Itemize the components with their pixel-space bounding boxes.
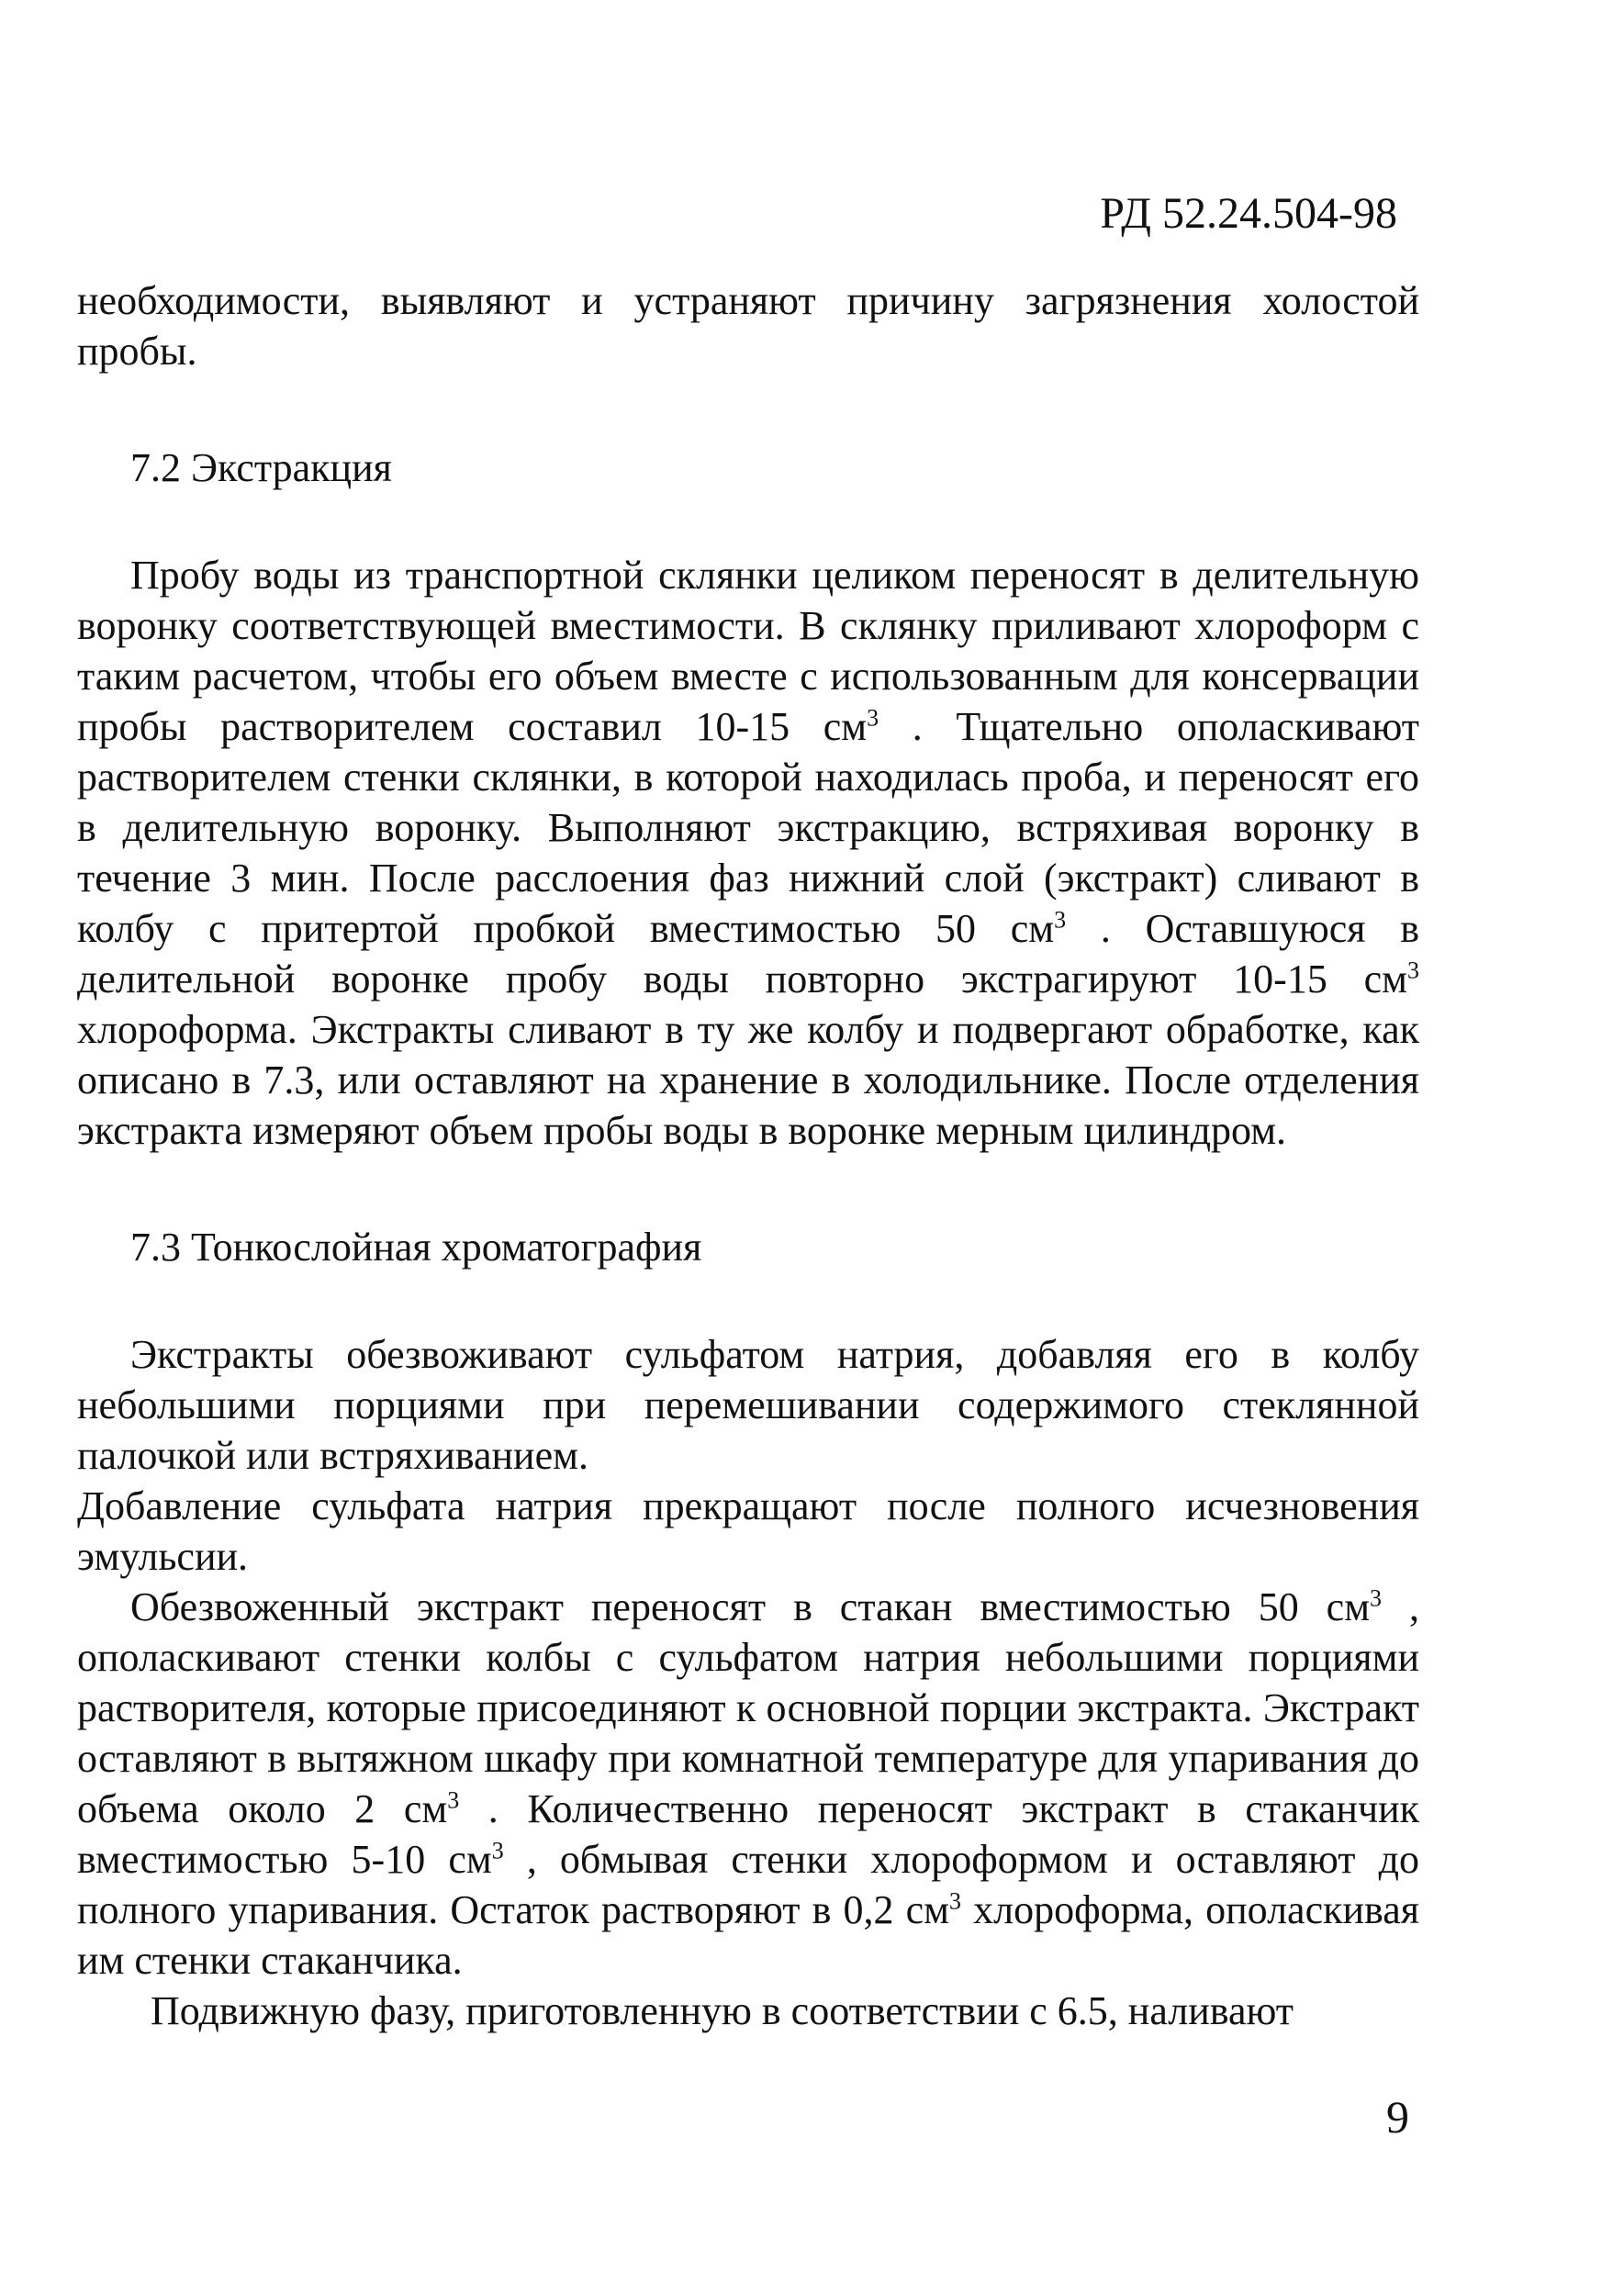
evaporation-text-1: Обезвоженный экстракт переносят в стакан вместимостью 50 см [130,1584,1371,1629]
document-code: РД 52.24.504-98 [1100,189,1397,238]
drying-paragraph: Экстракты обезвоживают сульфатом натрия, добавляя его в колбу небольшими порциями при перемешивании содержимого стеклянной палочкой или встряхиванием. [77,1332,1419,1478]
superscript-cube: 3 [867,704,879,732]
extraction-text-3: . Оставшуюся в делительной воронке пробу воды повторно экстрагируют 10-15 см [77,906,1420,1002]
evaporation-text-4: , обмывая стенки хлороформом и оставляют до полного упаривания. Остаток растворяют в 0,2 см [77,1837,1419,1932]
extraction-paragraph [77,550,1419,1156]
intro-paragraph: необходимости, выявляют и устраняют причину загрязнения холостой пробы. [77,278,1419,374]
evaporation-text-3: . Количественно переносят экстракт в стаканчик вместимостью 5-10 см [77,1786,1419,1882]
evaporation-paragraph [77,1582,1419,1986]
evaporation-text-5: хлороформа, ополаскивая им стенки стаканчика. [77,1887,1419,1983]
extraction-text-2: . Тщательно ополаскивают растворителем стенки склянки, в которой находилась проба, и переносят его в делительную воронку. Выполняют экстракцию, встряхивая воронку в течение 3 мин. После расслоения фаз нижний слой (экстракт) сливают в колбу с притертой пробкой вместимостью 50 см [77,704,1420,951]
page-content [77,275,1419,2036]
evaporation-text-2: , ополаскивают стенки колбы с сульфатом натрия небольшими порциями растворителя, которые присоединяют к основной порции экстракта. Экстракт оставляют в вытяжном шкафу при комнатной температуре для упаривания до объема около 2 см [77,1584,1419,1831]
page-number: 9 [1386,2091,1409,2143]
section-heading-7-3: 7.3 Тонкослойная хроматография [130,1225,702,1270]
mobile-phase-paragraph: Подвижную фазу, приготовленную в соответствии с 6.5, наливают [151,1988,1294,2033]
superscript-cube: 3 [1370,1584,1383,1612]
superscript-cube: 3 [491,1837,504,1864]
superscript-cube: 3 [949,1887,961,1915]
superscript-cube: 3 [447,1786,460,1814]
sodium-sulfate-paragraph: Добавление сульфата натрия прекращают после полного исчезновения эмульсии. [77,1483,1419,1579]
superscript-cube: 3 [1054,906,1067,934]
extraction-text-1: Пробу воды из транспортной склянки целиком переносят в делительную воронку соответствующей вместимости. В склянку приливают хлороформ с таким расчетом, чтобы его объем вместе с использованным для консервации пробы растворителем составил 10-15 см [77,553,1419,749]
superscript-cube: 3 [1407,957,1419,984]
extraction-text-4: хлороформа. Экстракты сливают в ту же колбу и подвергают обработке, как описано в 7.3, или оставляют на хранение в холодильнике. После отделения экстракта измеряют объем пробы воды в воронке мерным цилиндром. [77,1007,1419,1153]
section-heading-7-2: 7.2 Экстракция [130,445,392,490]
